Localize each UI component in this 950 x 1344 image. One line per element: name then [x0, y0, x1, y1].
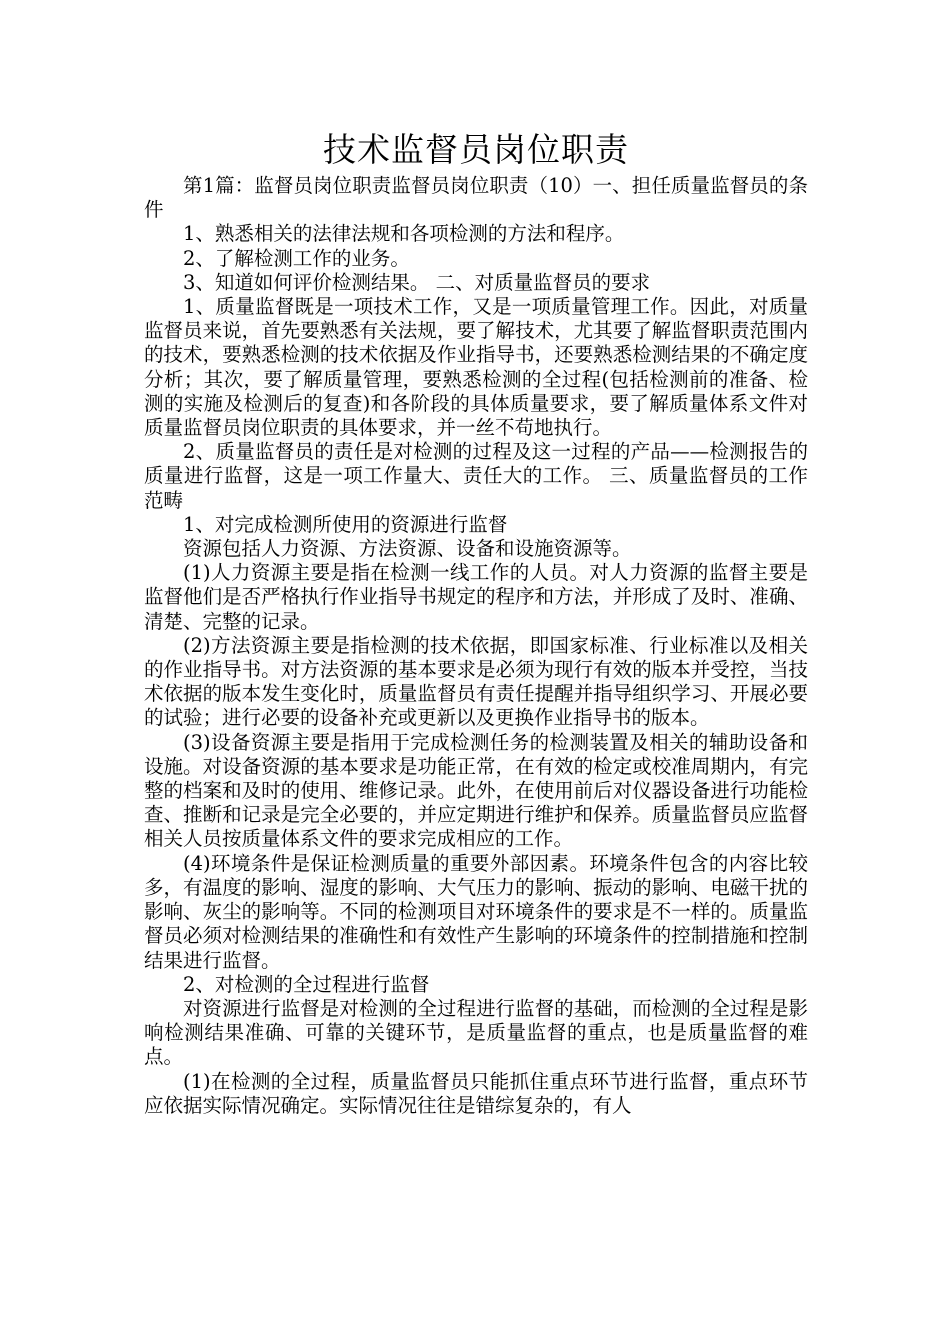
- document-title: 技术监督员岗位职责: [323, 130, 629, 169]
- paragraph-requirement-2: 2、质量监督员的责任是对检测的过程及这一过程的产品——检测报告的质量进行监督，这是一项工作量大、责任大的工作。 三、质量监督员的工作范畴: [144, 440, 808, 512]
- document-page: [144, 128, 808, 1118]
- paragraph-environment: (4)环境条件是保证检测质量的重要外部因素。环境条件包含的内容比较多，有温度的影响、湿度的影响、大气压力的影响、振动的影响、电磁干扰的影响、灰尘的影响等。不同的检测项目对环境条件的要求是不一样的。质量监督员必须对检测结果的准确性和有效性产生影响的环境条件的控制措施和控制结果进行监督。: [144, 851, 808, 972]
- paragraph-process-supervision: 对资源进行监督是对检测的全过程进行监督的基础，而检测的全过程是影响检测结果准确、可靠的关键环节，是质量监督的重点，也是质量监督的难点。: [144, 996, 808, 1069]
- paragraph-scope-1-heading: 1、对完成检测所使用的资源进行监督: [183, 512, 508, 536]
- paragraph-resources-intro: 资源包括人力资源、方法资源、设备和设施资源等。: [183, 537, 632, 561]
- paragraph-condition-3: 3、知道如何评价检测结果。 二、对质量监督员的要求: [183, 270, 651, 294]
- paragraph-key-steps: (1)在检测的全过程，质量监督员只能抓住重点环节进行监督，重点环节应依据实际情况确定。实际情况往往是错综复杂的，有人: [144, 1069, 808, 1117]
- paragraph-intro: 第1篇：监督员岗位职责监督员岗位职责（10）一、担任质量监督员的条件: [144, 174, 808, 222]
- paragraph-equipment-resources: (3)设备资源主要是指用于完成检测任务的检测装置及相关的辅助设备和设施。对设备资源的基本要求是功能正常，在有效的检定或校准周期内，有完整的档案和及时的使用、维修记录。此外，在使用前后对仪器设备进行功能检查、推断和记录是完全必要的，并应定期进行维护和保养。质量监督员应监督相关人员按质量体系文件的要求完成相应的工作。: [144, 730, 808, 851]
- paragraph-human-resources: (1)人力资源主要是指在检测一线工作的人员。对人力资源的监督主要是监督他们是否严格执行作业指导书规定的程序和方法，并形成了及时、准确、清楚、完整的记录。: [144, 561, 808, 633]
- paragraph-requirement-1: 1、质量监督既是一项技术工作，又是一项质量管理工作。因此，对质量监督员来说，首先要熟悉有关法规，要了解技术，尤其要了解监督职责范围内的技术，要熟悉检测的技术依据及作业指导书，还要熟悉检测结果的不确定度分析；其次，要了解质量管理，要熟悉检测的全过程(包括检测前的准备、检测的实施及检测后的复查)和各阶段的具体质量要求，要了解质量体系文件对质量监督员岗位职责的具体要求，并一丝不苟地执行。: [144, 295, 808, 440]
- paragraph-scope-2-heading: 2、对检测的全过程进行监督: [183, 972, 430, 996]
- paragraph-method-resources: (2)方法资源主要是指检测的技术依据，即国家标准、行业标准以及相关的作业指导书。对方法资源的基本要求是必须为现行有效的版本并受控，当技术依据的版本发生变化时，质量监督员有责任提醒并指导组织学习、开展必要的试验；进行必要的设备补充或更新以及更换作业指导书的版本。: [144, 633, 808, 730]
- paragraph-condition-1: 1、熟悉相关的法律法规和各项检测的方法和程序。: [183, 222, 625, 246]
- paragraph-condition-2: 2、了解检测工作的业务。: [183, 246, 410, 270]
